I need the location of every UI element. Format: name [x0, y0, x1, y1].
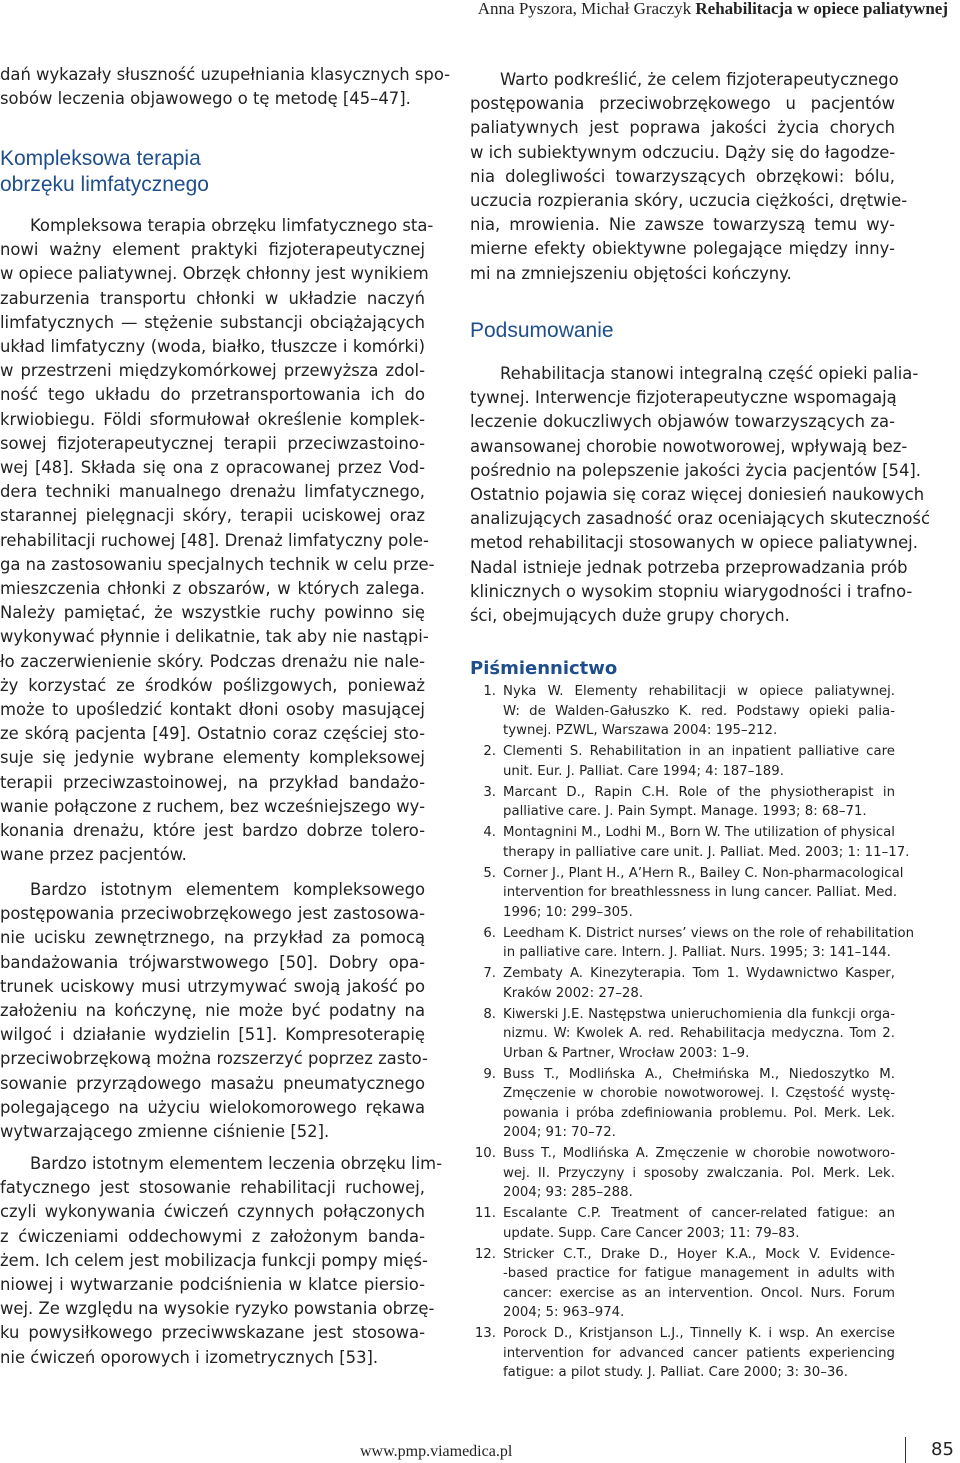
- paragraph-lymphedema-line: ność tego układu do przetransportowania ich do: [0, 385, 425, 405]
- paragraph-compression-line: wilgoć i działanie wydzielin [51]. Kompresoterapię: [0, 1025, 425, 1045]
- reference-number: 3.: [483, 784, 496, 800]
- paragraph-compression-line: trunek uciskowy musi utrzymywać swoją jakość po: [0, 976, 425, 996]
- running-header-text: [478, 0, 948, 19]
- paragraph-lymphedema-line: limfatycznych — stężenie substancji obciążających: [0, 312, 425, 332]
- reference-number: 5.: [483, 865, 496, 881]
- paragraph-lymphedema-line: może to upośledzić kontakt dłoni osoby masującej: [0, 700, 425, 719]
- reference-text-line: Corner J., Plant H., A’Hern R., Bailey C. Non-pharmacological: [503, 865, 904, 881]
- paragraph-compression-line: sowanie przyrządowego masażu pneumatycznego: [0, 1073, 425, 1093]
- paragraph-exercise-line: żem. Ich celem jest mobilizacja funkcji pompy mięś-: [0, 1250, 428, 1270]
- reference-number: 2.: [483, 744, 496, 759]
- reference-text-line: unit. Eur. J. Palliat. Care 1994; 4: 187–189.: [503, 763, 784, 779]
- intro-paragraph-line: sobów leczenia objawowego o tę metodę [45–47].: [0, 89, 411, 109]
- paragraph-lymphedema-line: sowej fizjoterapeutycznej terapii przeciwzastoino-: [0, 433, 425, 453]
- reference-number: 1.: [483, 684, 496, 699]
- paragraph-lymphedema-line: ze skórą pacjenta [49]. Ostatnio coraz częściej sto-: [0, 724, 425, 744]
- running-header: [0, 0, 960, 20]
- reference-text-line: Porock D., Kristjanson L.J., Tinnelly K. i wsp. An exercise: [503, 1326, 895, 1341]
- paragraph-goals-line: w ich subiektywnym odczuciu. Dąży się do łagodze-: [470, 142, 896, 162]
- paragraph-summary-line: leczenie dokuczliwych objawów towarzyszących za-: [470, 412, 895, 432]
- paragraph-lymphedema-line: Należy pamiętać, że wszystkie ruchy powinno się: [0, 603, 425, 623]
- reference-text-line: Kraków 2002: 27–28.: [503, 985, 644, 1001]
- paragraph-goals-line: mierne efekty obiektywne polegające między inny-: [470, 239, 895, 259]
- section-heading-lymphedema: Kompleksowa terapia: [0, 147, 201, 170]
- reference-number: 7.: [483, 966, 496, 981]
- reference-text-line: fatigue: a pilot study. J. Palliat. Care 2000; 3: 30–36.: [503, 1365, 848, 1380]
- reference-text-line: 2004; 91: 70–72.: [503, 1125, 616, 1140]
- reference-text-line: 2004; 5: 963–974.: [503, 1305, 625, 1320]
- paragraph-compression-line: postępowania przeciwobrzękowego jest zastosowa-: [0, 904, 425, 924]
- paragraph-summary-line: Rehabilitacja stanowi integralną część opieki palia-: [500, 364, 919, 383]
- reference-text-line: 1996; 10: 299–305.: [503, 904, 633, 920]
- paragraph-lymphedema-line: zaburzenia transportu chłonki w układzie naczyń: [0, 288, 425, 308]
- paragraph-lymphedema-line: terapii przeciwzastoinowej, na przykład bandażo-: [0, 772, 425, 792]
- reference-number: 13.: [474, 1326, 496, 1341]
- footer-divider: [905, 1437, 906, 1463]
- paragraph-lymphedema-line: ło zaczerwienienie skóry. Podczas drenażu nie nale-: [0, 651, 425, 671]
- reference-text-line: -based practice for fatigue management in adults with: [503, 1266, 895, 1281]
- paragraph-lymphedema-line: w opiece paliatywnej. Obrzęk chłonny jest wynikiem: [0, 264, 429, 284]
- paragraph-lymphedema-line: mieszczenia chłonki z obszarów, w których zalega.: [0, 579, 425, 598]
- header-title: Rehabilitacja w opiece paliatywnej: [695, 0, 948, 18]
- paragraph-exercise-line: nie ćwiczeń oporowych i izometrycznych [53].: [0, 1347, 379, 1367]
- reference-number: 6.: [483, 925, 496, 941]
- reference-text-line: nizmu. W: Kwolek A. red. Rehabilitacja medyczna. Tom 2.: [503, 1026, 895, 1041]
- reference-text-line: Marcant D., Rapin C.H. Role of the physiotherapist in: [503, 784, 895, 800]
- reference-text-line: therapy in palliative care unit. J. Palliat. Med. 2003; 1: 11–17.: [503, 844, 910, 860]
- paragraph-exercise-line: Bardzo istotnym elementem leczenia obrzęku lim-: [30, 1154, 443, 1173]
- reference-text-line: powania i próba zdefiniowania problemu. Pol. Merk. Lek.: [503, 1105, 895, 1121]
- reference-text-line: Urban & Partner, Wrocław 2003: 1–9.: [503, 1045, 750, 1061]
- footer-url: www.pmp.viamedica.pl: [360, 1443, 513, 1460]
- references-heading: Piśmiennictwo: [470, 658, 618, 679]
- reference-text-line: intervention for breathlessness in lung cancer. Palliat. Med.: [503, 885, 898, 900]
- reference-text-line: palliative care. J. Pain Sympt. Manage. 1993; 8: 68–71.: [503, 804, 867, 819]
- paragraph-goals-line: uczucia rozpierania skóry, uczucia ciężkości, drętwie-: [470, 191, 908, 210]
- reference-number: 8.: [483, 1006, 496, 1022]
- paragraph-compression-line: wytwarzającego zmienne ciśnienie [52].: [0, 1122, 330, 1141]
- paragraph-exercise-line: fatycznego jest stosowanie rehabilitacji ruchowej,: [0, 1178, 425, 1198]
- reference-text-line: tywnej. PZWL, Warszawa 2004: 195–212.: [503, 723, 778, 738]
- reference-number: 11.: [474, 1206, 496, 1221]
- reference-text-line: W: de Walden-Gałuszko K. red. Podstawy opieki palia-: [503, 703, 895, 719]
- paragraph-goals-line: postępowania przeciwobrzękowego u pacjentów: [470, 94, 895, 114]
- paragraph-lymphedema-line: rehabilitacji ruchowej [48]. Drenaż limfatyczny pole-: [0, 530, 429, 550]
- paragraph-lymphedema-line: starannej pielęgnacji skóry, terapii uciskowej oraz: [0, 506, 425, 526]
- paragraph-summary-line: ści, obejmujących duże grupy chorych.: [470, 606, 790, 625]
- paragraph-exercise-line: czyli wykonywania ćwiczeń czynnych połączonych: [0, 1202, 425, 1222]
- paragraph-lymphedema-line: nowi ważny element praktyki fizjoterapeutycznej: [0, 240, 425, 260]
- section-heading-summary: Podsumowanie: [470, 319, 614, 342]
- reference-text-line: update. Supp. Care Cancer 2003; 11: 79–83.: [503, 1225, 800, 1241]
- paragraph-summary-line: Nadal istnieje jednak potrzeba przeprowadzania prób: [470, 557, 908, 577]
- reference-text-line: Buss T., Modlińska A. Zmęczenie w chorobie nowotworo-: [503, 1146, 895, 1161]
- paragraph-exercise-line: niowej i wytwarzanie podciśnienia w klatce piersio-: [0, 1275, 425, 1294]
- reference-text-line: Zembaty A. Kinezyterapia. Tom 1. Wydawnictwo Kasper,: [503, 966, 895, 981]
- reference-text-line: Buss T., Modlińska A., Chełmińska M., Niedoszytko M.: [503, 1066, 895, 1082]
- paragraph-summary-line: analizujących zasadność oraz oceniających skuteczność: [470, 509, 930, 529]
- reference-text-line: 2004; 93: 285–288.: [503, 1185, 633, 1200]
- paragraph-compression-line: polegającego na użyciu wielokomorowego rękawa: [0, 1097, 425, 1117]
- paragraph-lymphedema-line: ga na zastosowaniu specjalnych technik w celu prze-: [0, 554, 435, 574]
- paragraph-lymphedema-line: Kompleksowa terapia obrzęku limfatycznego sta-: [30, 216, 434, 235]
- paragraph-lymphedema-line: suje się jedynie wybrane elementy kompleksowej: [0, 748, 425, 768]
- paragraph-lymphedema-line: krwiobiegu. Földi sformułował określenie komplek-: [0, 409, 425, 429]
- reference-text-line: wej. II. Przyczyny i sposoby zwalczania. Pol. Merk. Lek.: [503, 1165, 895, 1181]
- paragraph-summary-line: klinicznych o wysokim stopniu wiarygodności i trafno-: [470, 581, 913, 601]
- paragraph-exercise-line: wej. Ze względu na wysokie ryzyko powstania obrzę-: [0, 1299, 435, 1319]
- reference-text-line: Nyka W. Elementy rehabilitacji w opiece paliatywnej.: [503, 684, 895, 699]
- reference-text-line: Escalante C.P. Treatment of cancer-related fatigue: an: [503, 1206, 895, 1221]
- paragraph-lymphedema-line: ży korzystać ze środków poślizgowych, ponieważ: [0, 675, 425, 695]
- section-heading-lymphedema: obrzęku limfatycznego: [0, 173, 209, 196]
- paragraph-goals-line: nia dolegliwości towarzyszących obrzękowi: bólu,: [470, 166, 895, 186]
- paragraph-lymphedema-line: wykonywać płynnie i delikatnie, tak aby nie nastąpi-: [0, 627, 429, 647]
- reference-text-line: in palliative care. Intern. J. Palliat. Nurs. 1995; 3: 141–144.: [503, 945, 891, 960]
- paragraph-exercise-line: ku powysiłkowego przeciwwskazane jest stosowa-: [0, 1323, 425, 1343]
- paragraph-goals-line: paliatywnych jest poprawa jakości życia chorych: [470, 118, 895, 138]
- paragraph-lymphedema-line: wanie połączone z ruchem, bez wcześniejszego wy-: [0, 796, 425, 816]
- reference-text-line: Leedham K. District nurses’ views on the role of rehabilitation: [503, 925, 915, 941]
- paragraph-summary-line: metod rehabilitacji stosowanych w opiece paliatywnej.: [470, 533, 918, 553]
- paragraph-goals-line: mi na zmniejszeniu objętości kończyny.: [470, 263, 792, 283]
- paragraph-lymphedema-line: wej [48]. Składa się ona z opracowanej przez Vod-: [0, 458, 425, 477]
- paragraph-compression-line: założeniu na kończynę, nie może być podatny na: [0, 1001, 425, 1020]
- reference-number: 12.: [474, 1246, 496, 1262]
- reference-text-line: cancer: exercise as an intervention. Oncol. Nurs. Forum: [503, 1285, 895, 1301]
- reference-text-line: intervention for advanced cancer patients experiencing: [503, 1345, 895, 1361]
- reference-number: 4.: [483, 825, 496, 840]
- paragraph-summary-line: pośrednio na polepszenie jakości życia pacjentów [54].: [470, 460, 921, 480]
- paragraph-summary-line: tywnej. Interwencje fizjoterapeutyczne wspomagają: [470, 388, 897, 408]
- paragraph-goals-line: Warto podkreślić, że celem fizjoterapeutycznego: [500, 70, 899, 89]
- page-number: 85: [931, 1439, 954, 1460]
- paragraph-compression-line: nie ucisku zewnętrznego, na przykład za pomocą: [0, 928, 425, 948]
- reference-number: 9.: [483, 1066, 496, 1082]
- reference-number: 10.: [474, 1146, 496, 1161]
- reference-text-line: Clementi S. Rehabilitation in an inpatient palliative care: [503, 744, 895, 759]
- reference-text-line: Montagnini M., Lodhi M., Born W. The utilization of physical: [503, 825, 895, 840]
- paragraph-lymphedema-line: w przestrzeni międzykomórkowej przewyższa zdol-: [0, 361, 425, 381]
- paragraph-compression-line: przeciwobrzękową można rozszerzyć poprzez zasto-: [0, 1049, 428, 1069]
- paragraph-summary-line: Ostatnio pojawia się coraz więcej doniesień naukowych: [470, 485, 925, 504]
- paragraph-lymphedema-line: konania drenażu, które jest bardzo dobrze tolero-: [0, 821, 425, 840]
- intro-paragraph-line: dań wykazały słuszność uzupełniania klasycznych spo-: [0, 65, 451, 84]
- paragraph-lymphedema-line: układ limfatyczny (woda, białko, tłuszcze i komórki): [0, 337, 425, 356]
- reference-text-line: Stricker C.T., Drake D., Hoyer K.A., Mock V. Evidence-: [503, 1246, 895, 1262]
- reference-text-line: Kiwerski J.E. Następstwa unieruchomienia dla funkcji orga-: [503, 1006, 895, 1022]
- paragraph-goals-line: nia, mrowienia. Nie zawsze towarzyszą temu wy-: [470, 215, 895, 235]
- paragraph-summary-line: awansowanej chorobie nowotworowej, wpływają bez-: [470, 436, 908, 456]
- paragraph-lymphedema-line: dera techniki manualnego drenażu limfatycznego,: [0, 482, 425, 502]
- header-authors: Anna Pyszora, Michał Graczyk: [477, 0, 692, 18]
- paragraph-exercise-line: z ćwiczeniami oddechowymi z założonym banda-: [0, 1226, 425, 1246]
- paragraph-lymphedema-line: wane przez pacjentów.: [0, 845, 187, 865]
- paragraph-compression-line: Bardzo istotnym elementem kompleksowego: [30, 880, 425, 899]
- reference-text-line: Zmęczenie w chorobie nowotworowej. I. Częstość wystę-: [503, 1086, 895, 1101]
- paragraph-compression-line: bandażowania trójwarstwowego [50]. Dobry opa-: [0, 952, 425, 972]
